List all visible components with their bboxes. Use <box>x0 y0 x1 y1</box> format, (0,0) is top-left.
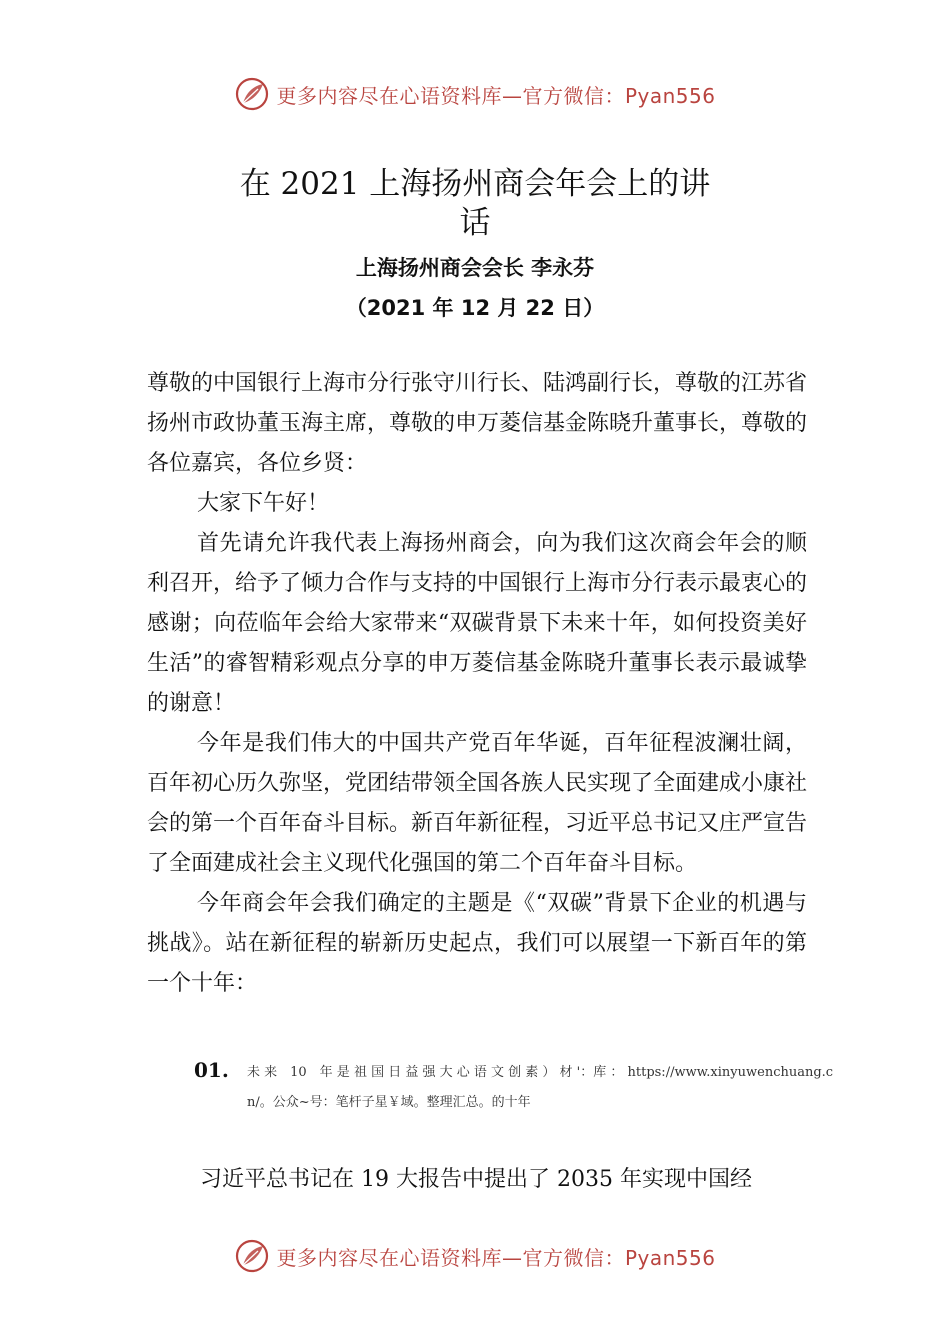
centenary-paragraph: 今年是我们伟大的中国共产党百年华诞，百年征程波澜壮阔，百年初心历久弥坚，党团结带领全国各族人民实现了全面建成小康社会的第一个百年奋斗目标。新百年新征程，习近平总书记又庄严宣告了全面建成社会主义现代化强国的第二个百年奋斗目标。 <box>147 731 808 876</box>
watermark-text: 更多内容尽在心语资料库—官方微信：Pyan556 <box>276 83 716 108</box>
salutation-paragraph: 尊敬的中国银行上海市分行张守川行长、陆鸿副行长，尊敬的江苏省扬州市政协董玉海主席，尊敬的申万菱信基金陈晓升董事长，尊敬的各位嘉宾，各位乡贤： <box>147 371 808 476</box>
greeting-paragraph: 大家下午好！ <box>197 491 330 516</box>
list-item-text: 未 来 10 年 是 祖 国 日 益 强 大 心 语 文 创 素 ） 材 '：库 ： https://www.xinyuwenchuang.cn/。公众~号：笔杆子星￥域。整理汇总。的十年 <box>247 1065 834 1110</box>
thanks-paragraph: 首先请允许我代表上海扬州商会，向为我们这次商会年会的顺利召开，给予了倾力合作与支持的中国银行上海市分行表示最衷心的感谢；向莅临年会给大家带来“双碳背景下未来十年，如何投资美好生活”的睿智精彩观点分享的申万菱信基金陈晓升董事长表示最诚挚的谢意！ <box>147 531 808 716</box>
leaf-logo-icon <box>234 76 270 112</box>
document-title-continued: 话 <box>459 205 491 241</box>
watermark-footer <box>0 1236 950 1276</box>
list-item-number: 01. <box>194 1058 229 1082</box>
watermark-text: 更多内容尽在心语资料库—官方微信：Pyan556 <box>276 1245 716 1270</box>
continuation-line: 习近平总书记在 19 大报告中提出了 2035 年实现中国经 <box>200 1167 752 1192</box>
watermark-header <box>0 74 950 114</box>
date-line: （2021 年 12 月 22 日） <box>345 296 605 320</box>
document-title: 在 2021 上海扬州商会年会上的讲 <box>239 166 711 202</box>
speech-body <box>147 364 807 1004</box>
theme-paragraph: 今年商会年会我们确定的主题是《“双碳”背景下企业的机遇与挑战》。站在新征程的崭新历史起点，我们可以展望一下新百年的第一个十年： <box>147 891 807 996</box>
leaf-logo-icon <box>234 1238 270 1274</box>
author-line: 上海扬州商会会长 李永芬 <box>355 256 595 280</box>
